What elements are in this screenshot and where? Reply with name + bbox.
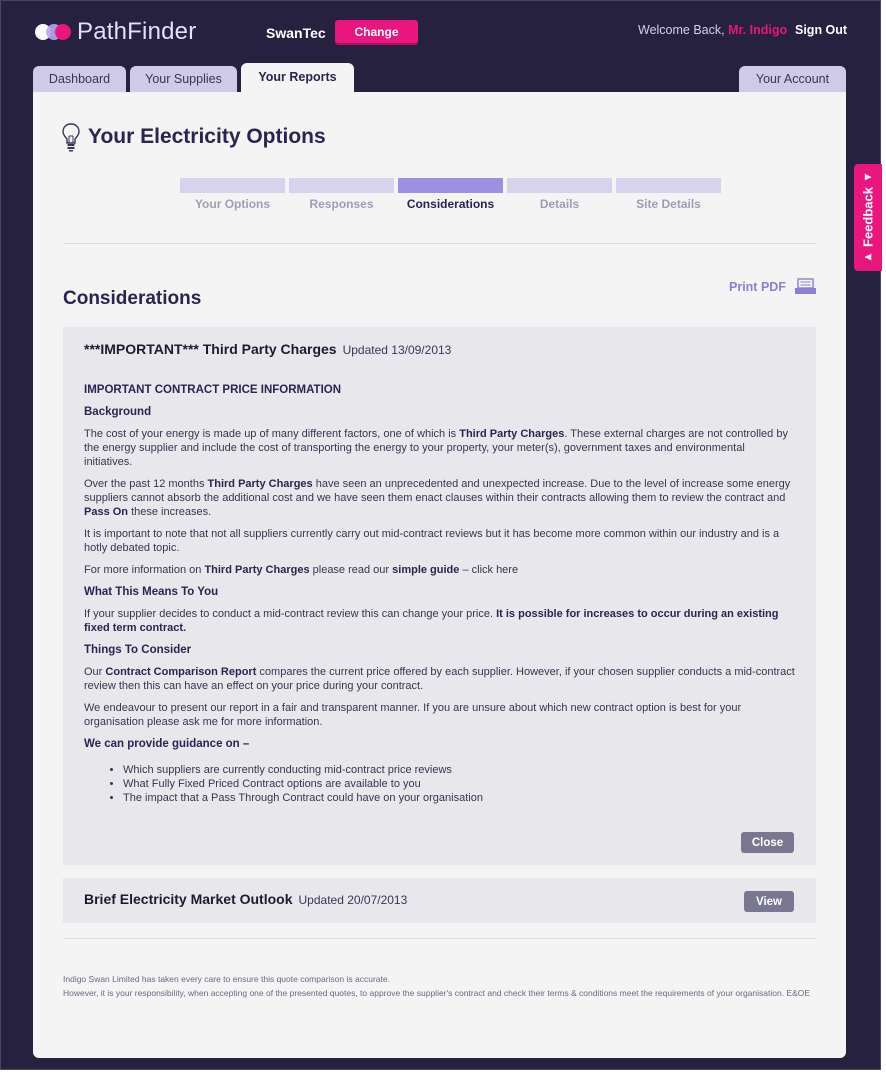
box2-title-text: Brief Electricity Market Outlook: [84, 891, 293, 907]
paragraph: It is important to note that not all suppliers currently carry out mid-contract reviews but it has become more common within our industry and is a hotly debated topic.: [84, 528, 780, 554]
triangle-icon: ◀: [863, 172, 873, 182]
feedback-label[interactable]: ▶ Feedback ◀: [860, 172, 876, 263]
content-heading: IMPORTANT CONTRACT PRICE INFORMATION: [84, 384, 342, 396]
paragraph: Our Contract Comparison Report compares the current price offered by each supplier. However, if your chosen supplier conducts a mid-contract review then this can have an effect on your price during your contract.: [84, 666, 795, 692]
disclaimer: [63, 972, 823, 1000]
third-party-charges-title: [84, 341, 451, 357]
section-heading: Considerations: [63, 288, 202, 309]
lightbulb-icon: [61, 122, 81, 152]
step-site-details[interactable]: Site Details: [636, 197, 701, 211]
printer-icon[interactable]: [794, 278, 817, 295]
disclaimer-line: However, it is your responsibility, when accepting one of the presented quotes, to approve the supplier's contract and check their terms & conditions meet the requirements of your organisation. E&OE: [63, 988, 811, 998]
paragraph: If your supplier decides to conduct a mid-contract review this can change your price. It is possible for increases to occur during an existing fixed term contract.: [84, 608, 779, 634]
welcome-message: [638, 23, 787, 37]
list-item: • The impact that a Pass Through Contract could have on your organisation: [123, 791, 796, 805]
paragraph: For more information on Third Party Charges please read our simple guide – click here: [84, 564, 519, 576]
disclaimer-line: Indigo Swan Limited has taken every care to ensure this quote comparison is accurate.: [63, 974, 390, 984]
step-bar-site-details[interactable]: [616, 178, 721, 193]
list-item: • Which suppliers are currently conducting mid-contract price reviews: [123, 763, 796, 777]
box1-updated: Updated 13/09/2013: [342, 343, 452, 357]
tab-your-account[interactable]: Your Account: [739, 66, 846, 92]
triangle-icon: ▶: [863, 253, 873, 263]
box2-updated: Updated 20/07/2013: [298, 893, 408, 907]
background-heading: Background: [84, 406, 152, 418]
guidance-list: [84, 763, 796, 805]
list-item: • What Fully Fixed Priced Contract options are available to you: [123, 777, 796, 791]
tab-dashboard[interactable]: Dashboard: [33, 66, 126, 92]
simple-guide-link[interactable]: simple guide: [392, 564, 460, 576]
tab-your-supplies[interactable]: Your Supplies: [130, 66, 237, 92]
paragraph: Over the past 12 months Third Party Charges have seen an unprecedented and unexpected increase. Due to the level of increase some energy suppliers cannot absorb the additional cost and we have seen them enact clauses within their contracts allowing them to review the contract and Pass On these increases.: [84, 478, 791, 518]
tab-your-reports[interactable]: Your Reports: [241, 63, 354, 92]
page-title: Your Electricity Options: [88, 125, 326, 148]
market-outlook-title: [84, 891, 407, 907]
company-name: SwanTec: [266, 25, 326, 41]
view-button[interactable]: View: [744, 891, 794, 912]
close-button[interactable]: Close: [741, 832, 794, 853]
step-bar-details[interactable]: [507, 178, 612, 193]
pathfinder-logo[interactable]: [35, 18, 196, 46]
change-company-button[interactable]: Change: [335, 20, 418, 43]
divider: [63, 938, 816, 939]
step-bar-your-options[interactable]: [180, 178, 285, 193]
divider: [63, 243, 816, 244]
step-details[interactable]: Details: [539, 197, 580, 211]
considerations-content: [84, 383, 796, 805]
step-responses[interactable]: Responses: [309, 197, 374, 211]
step-bar-considerations[interactable]: [398, 178, 503, 193]
things-to-consider-heading: Things To Consider: [84, 644, 192, 656]
click-here-link[interactable]: – click here: [459, 564, 519, 576]
step-your-options[interactable]: Your Options: [194, 197, 271, 211]
paragraph: We endeavour to present our report in a fair and transparent manner. If you are unsure about which new contract option is best for your organisation please ask me for more information.: [84, 702, 742, 728]
guidance-heading: We can provide guidance on –: [84, 738, 250, 750]
step-considerations[interactable]: Considerations: [406, 197, 495, 211]
welcome-prefix: Welcome Back,: [638, 23, 725, 37]
step-bar-responses[interactable]: [289, 178, 394, 193]
sign-out-link[interactable]: Sign Out: [795, 23, 848, 37]
what-this-means-heading: What This Means To You: [84, 586, 219, 598]
logo-dots-icon: [35, 22, 71, 42]
user-name[interactable]: Mr. Indigo: [728, 23, 788, 37]
paragraph: The cost of your energy is made up of many different factors, one of which is Third Party Charges. These external charges are not controlled by the energy supplier and include the cost of transporting the energy to your property, your meter(s), government taxes and environmental initiatives.: [84, 428, 788, 468]
print-pdf-link[interactable]: Print PDF: [729, 280, 786, 294]
box1-title-text: ***IMPORTANT*** Third Party Charges: [84, 341, 337, 357]
logo-text: PathFinder: [77, 18, 197, 45]
